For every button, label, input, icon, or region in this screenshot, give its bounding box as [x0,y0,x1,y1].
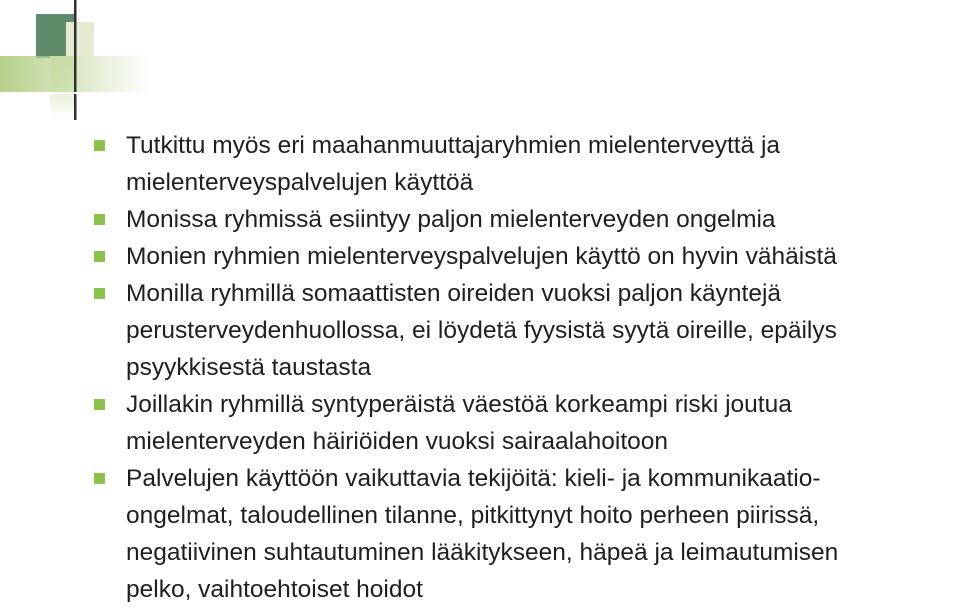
deco-line-horizontal [0,92,160,94]
bullet-item [90,386,956,460]
square-bullet-icon [94,140,105,151]
bullet-text-line: psyykkisestä taustasta [126,354,372,381]
bullet-item [90,127,956,201]
bullet-text-line: perusterveydenhuollossa, ei löydetä fyysistä syytä oireille, epäilys [126,317,837,344]
square-bullet-icon [94,288,105,299]
deco-square-light [66,22,94,56]
bullet-text-line: pelko, vaihtoehtoiset hoidot [126,576,423,603]
bullet-text-line: Palvelujen käyttöön vaikuttavia tekijöitä: kieli- ja kommunikaatio- [126,465,821,492]
bullet-text-line: negatiivinen suhtautuminen lääkitykseen, häpeä ja leimautumisen [126,539,839,566]
bullet-item [90,201,956,238]
bullet-list [90,127,956,608]
square-bullet-icon [94,473,105,484]
bullet-text-line: Monilla ryhmillä somaattisten oireiden vuoksi paljon käyntejä [126,280,782,307]
square-bullet-icon [94,399,105,410]
bullet-item [90,238,956,275]
bullet-text-line: Monien ryhmien mielenterveyspalvelujen käyttö on hyvin vähäistä [126,243,837,270]
square-bullet-icon [94,214,105,225]
bullet-item [90,460,956,608]
bullet-item [90,275,956,386]
corner-decoration [0,0,160,120]
bullet-text-line: Tutkittu myös eri maahanmuuttajaryhmien mielenterveyttä ja [126,132,781,159]
bullet-text-line: mielenterveyspalvelujen käyttöä [126,169,474,196]
bullet-text-line: Joillakin ryhmillä syntyperäistä väestöä korkeampi riski joutua [126,391,792,418]
square-bullet-icon [94,251,105,262]
bullet-text-line: ongelmat, taloudellinen tilanne, pitkittynyt hoito perheen piirissä, [126,502,820,529]
deco-band-vertical [50,56,76,120]
deco-line-vertical [74,0,77,120]
bullet-text-line: mielenterveyden häiriöiden vuoksi sairaalahoitoon [126,428,669,455]
bullet-text-line: Monissa ryhmissä esiintyy paljon mielenterveyden ongelmia [126,206,776,233]
